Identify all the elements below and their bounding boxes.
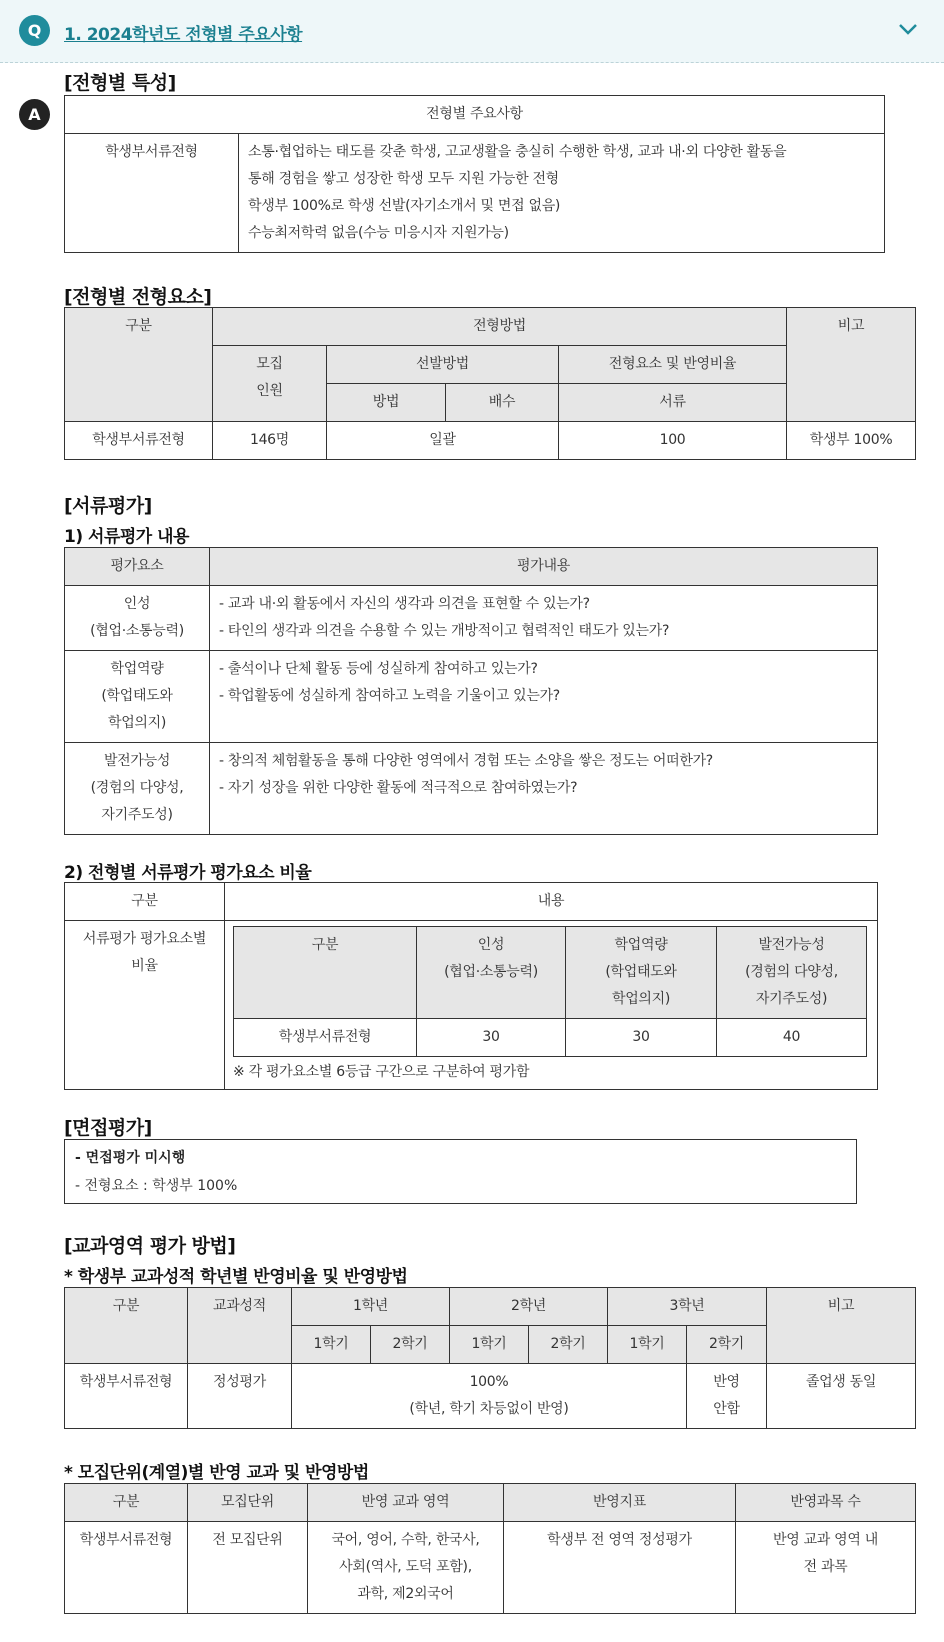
table-cell: 100% (학년, 학기 차등없이 반영) [292,1364,687,1429]
inner-ratio-table [233,926,867,1057]
subheading-ratio: 2) 전형별 서류평가 평가요소 비율 [64,863,312,883]
question-header[interactable] [0,0,944,63]
header-cell: 3학년 [608,1288,767,1326]
header-cell: 비고 [787,308,916,422]
interview-box [64,1139,857,1204]
header-cell: 1학기 [450,1326,529,1364]
header-cell: 구분 [65,1288,188,1364]
list-item: - 타인의 생각과 의견을 수용할 수 있는 개방적이고 협력적인 태도가 있는가? [219,623,670,639]
characteristics-table [64,95,885,253]
header-cell: 배수 [446,384,559,422]
header-cell: 전형요소 및 반영비율 [559,346,787,384]
chevron-down-icon[interactable] [898,22,918,36]
header-cell: 1학년 [292,1288,450,1326]
header-cell: 방법 [327,384,446,422]
header-cell: 구분 [65,308,213,422]
header-cell: 반영지표 [504,1484,736,1522]
header-cell: 모집단위 [188,1484,308,1522]
table-cell: 반영 교과 영역 내 전 과목 [736,1522,916,1614]
table-cell: 반영 안함 [687,1364,767,1429]
table-row [65,651,878,743]
section-heading-characteristics: [전형별 특성] [64,72,176,94]
table-cell: 학생부서류전형 [65,422,213,460]
table-row [65,743,878,835]
header-cell: 1학기 [608,1326,687,1364]
text-line: 통해 경험을 쌓고 성장한 학생 모두 지원 가능한 전형 [248,171,559,187]
header-cell: 평가요소 [65,548,210,586]
table-cell: 40 [717,1019,867,1057]
subheading-grade-ratio: * 학생부 교과성적 학년별 반영비율 및 반영방법 [64,1267,408,1287]
interview-line: - 면접평가 미시행 [75,1150,186,1166]
table-row [65,1522,916,1614]
grade-ratio-table [64,1287,916,1429]
header-cell: 1학기 [292,1326,371,1364]
section-heading-elements: [전형별 전형요소] [64,286,212,308]
table-cell: 학생부서류전형 [65,1364,188,1429]
document-eval-table [64,547,878,835]
row-label: 학생부서류전형 [65,134,239,253]
header-cell: 구분 [65,883,225,921]
subheading-document-content: 1) 서류평가 내용 [64,527,189,547]
answer-badge: A [19,99,50,130]
table-cell: 학생부서류전형 [65,1522,188,1614]
list-item: - 창의적 체험활동을 통해 다양한 영역에서 경험 또는 소양을 쌓은 정도는 어떠한가? [219,753,713,769]
subjects-table [64,1483,916,1614]
table-cell: 100 [559,422,787,460]
header-cell: 모집 인원 [213,346,327,422]
header-cell: 구분 [65,1484,188,1522]
header-cell: 구분 [234,927,417,1019]
question-badge: Q [19,15,50,46]
table-cell: 졸업생 동일 [767,1364,916,1429]
header-cell: 학업역량 (학업태도와 학업의지) [566,927,717,1019]
table-cell: 학생부 전 영역 정성평가 [504,1522,736,1614]
table-cell: 학생부서류전형 [234,1019,417,1057]
table-cell: 전 모집단위 [188,1522,308,1614]
question-title[interactable]: 1. 2024학년도 전형별 주요사항 [64,25,303,45]
header-cell: 서류 [559,384,787,422]
text-line: 소통·협업하는 태도를 갖춘 학생, 고교생활을 충실히 수행한 학생, 교과 내·외 다양한 활동을 [248,144,787,160]
header-cell: 반영과목 수 [736,1484,916,1522]
header-cell: 선발방법 [327,346,559,384]
table-cell: 146명 [213,422,327,460]
table-row [65,422,916,460]
table-cell: 인성 (협업·소통능력) [65,586,210,651]
header-cell: 교과성적 [188,1288,292,1364]
interview-line: - 전형요소 : 학생부 100% [75,1178,238,1194]
list-item: - 학업활동에 성실하게 참여하고 노력을 기울이고 있는가? [219,688,560,704]
header-cell: 내용 [225,883,878,921]
elements-table [64,307,916,460]
list-item: - 교과 내·외 활동에서 자신의 생각과 의견을 표현할 수 있는가? [219,596,590,612]
text-line: 수능최저학력 없음(수능 미응시자 지원가능) [248,225,509,241]
row-label: 서류평가 평가요소별 비율 [65,921,225,1090]
table-row [65,586,878,651]
header-cell: 비고 [767,1288,916,1364]
subheading-subjects: * 모집단위(계열)별 반영 교과 및 반영방법 [64,1463,369,1483]
header-cell: 인성 (협업·소통능력) [417,927,566,1019]
header-cell: 2학기 [687,1326,767,1364]
header-cell: 전형방법 [213,308,787,346]
table-cell: 발전가능성 (경험의 다양성, 자기주도성) [65,743,210,835]
section-heading-document: [서류평가] [64,495,152,517]
table-cell: 일괄 [327,422,559,460]
ratio-note: ※ 각 평가요소별 6등급 구간으로 구분하여 평가함 [233,1064,530,1080]
table-header: 전형별 주요사항 [65,96,885,134]
header-cell: 반영 교과 영역 [308,1484,504,1522]
ratio-table [64,882,878,1090]
table-cell: 학업역량 (학업태도와 학업의지) [65,651,210,743]
section-heading-interview: [면접평가] [64,1117,152,1139]
header-cell: 2학기 [371,1326,450,1364]
header-cell: 2학기 [529,1326,608,1364]
table-cell: 30 [417,1019,566,1057]
header-cell: 발전가능성 (경험의 다양성, 자기주도성) [717,927,867,1019]
header-cell: 평가내용 [210,548,878,586]
header-cell: 2학년 [450,1288,608,1326]
text-line: 학생부 100%로 학생 선발(자기소개서 및 면접 없음) [248,198,561,214]
table-row [234,1019,867,1057]
table-cell: 정성평가 [188,1364,292,1429]
table-cell: 30 [566,1019,717,1057]
table-cell: 국어, 영어, 수학, 한국사, 사회(역사, 도덕 포함), 과학, 제2외국어 [308,1522,504,1614]
section-heading-subject: [교과영역 평가 방법] [64,1235,236,1257]
list-item: - 출석이나 단체 활동 등에 성실하게 참여하고 있는가? [219,661,538,677]
table-row [65,1364,916,1429]
list-item: - 자기 성장을 위한 다양한 활동에 적극적으로 참여하였는가? [219,780,578,796]
table-cell: 학생부 100% [787,422,916,460]
